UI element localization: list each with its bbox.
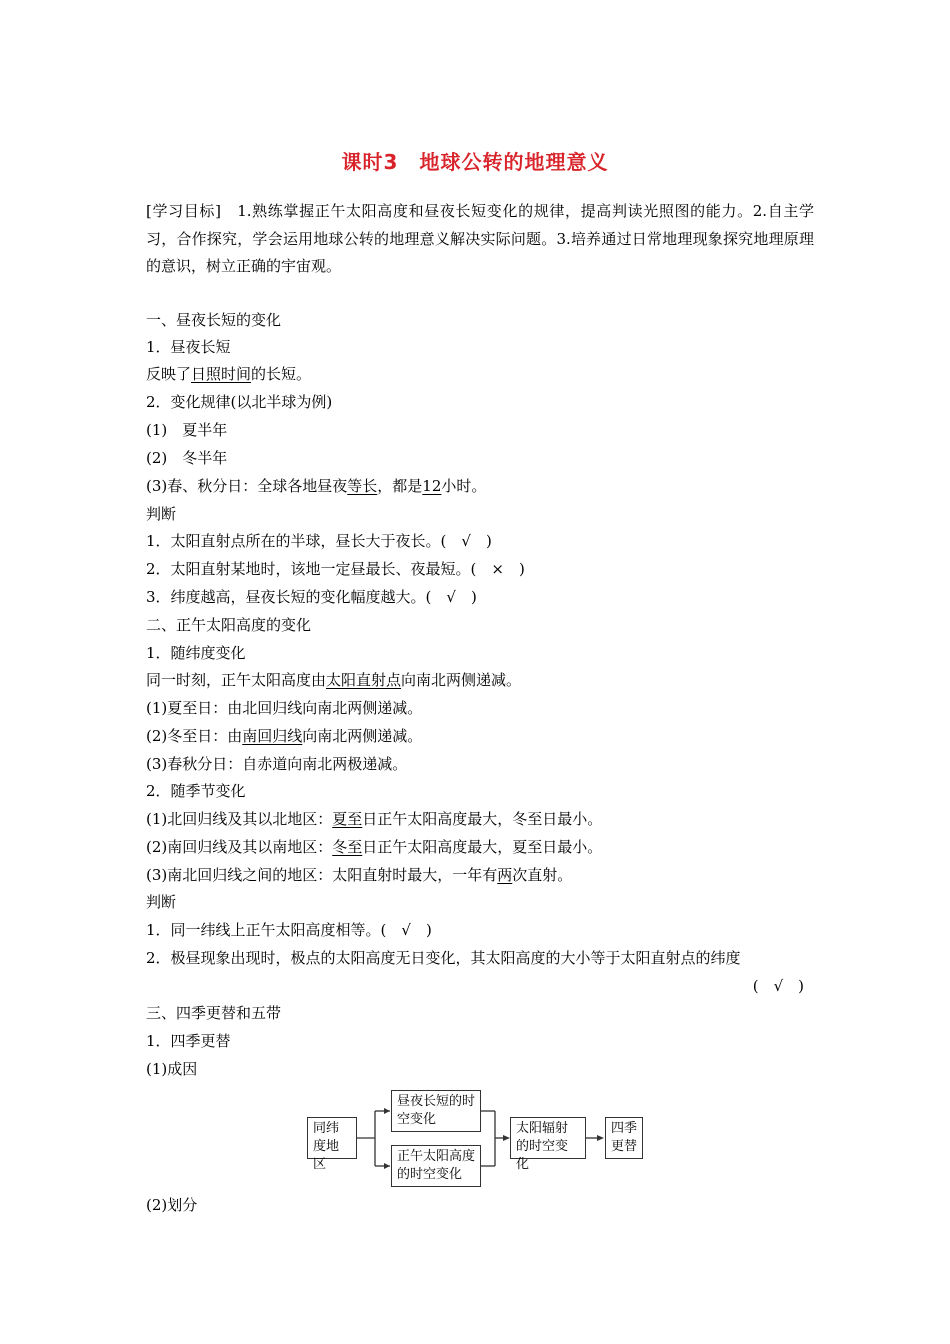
s2-judge-1: 1．同一纬线上正午太阳高度相等。( √ ) [146, 921, 432, 939]
answer-blank: 两 [497, 866, 513, 884]
answer-blank: 太阳直射点 [326, 671, 402, 689]
arrow-head [384, 1163, 390, 1169]
answer-blank: 日照时间 [191, 365, 252, 383]
s3-cause-label: (1)成因 [146, 1060, 198, 1078]
section-1-heading: 一、昼夜长短的变化 [146, 311, 282, 329]
answer-blank: 等长 [347, 477, 378, 495]
section-2-heading: 二、正午太阳高度的变化 [146, 616, 312, 634]
s2-sub-a1: (1)夏至日：由北回归线向南北两侧递减。 [146, 699, 423, 717]
section-3-heading: 三、四季更替和五带 [146, 1004, 282, 1022]
s1-judge-1: 1．太阳直射点所在的半球，昼长大于夜长。( √ ) [146, 532, 492, 550]
s2-sub-b1: (1)北回归线及其以北地区：夏至日正午太阳高度最大，冬至日最小。 [146, 810, 603, 828]
s1-item-2-heading: 2．变化规律(以北半球为例) [146, 393, 333, 411]
answer-blank: 南回归线 [242, 727, 303, 745]
s1-sub-3: (3)春、秋分日：全球各地昼夜等长，都是12小时。 [146, 477, 487, 495]
flow-box-noon-sun-altitude: 正午太阳高度的时空变化 [391, 1145, 481, 1187]
arrow-head [597, 1135, 604, 1141]
s1-judge-2: 2．太阳直射某地时，该地一定昼最长、夜最短。( × ) [146, 560, 525, 578]
objectives-text: 1.熟练掌握正午太阳高度和昼夜长短变化的规律，提高判读光照图的能力。2.自主学习，合作探究，学会运用地球公转的地理意义解决实际问题。3.培养通过日常地理现象探究地理原理的意识，树立正确的宇宙观。 [146, 202, 814, 275]
flow-box-seasons: 四季更替 [605, 1117, 643, 1159]
s2-item-2-heading: 2．随季节变化 [146, 782, 246, 800]
s3-divide-label: (2)划分 [146, 1196, 198, 1214]
s2-sub-a2: (2)冬至日：由南回归线向南北两侧递减。 [146, 727, 423, 745]
arrow-head [503, 1135, 510, 1141]
s2-judge-2: 2．极昼现象出现时，极点的太阳高度无日变化，其太阳高度的大小等于太阳直射点的纬度 [146, 949, 741, 967]
s1-line-1: 反映了日照时间的长短。 [146, 365, 312, 383]
s1-judge-3: 3．纬度越高，昼夜长短的变化幅度越大。( √ ) [146, 588, 477, 606]
page-title: 课时3 地球公转的地理意义 [341, 150, 609, 174]
arrow-head [384, 1108, 390, 1114]
s2-sub-b2: (2)南回归线及其以南地区：冬至日正午太阳高度最大，夏至日最小。 [146, 838, 603, 856]
flow-box-same-latitude: 同纬度地区 [307, 1117, 357, 1159]
s2-item-1-heading: 1．随纬度变化 [146, 644, 246, 662]
objectives-label: [学习目标] [146, 202, 221, 220]
s2-line-1: 同一时刻，正午太阳高度由太阳直射点向南北两侧递减。 [146, 671, 522, 689]
answer-blank: 冬至 [332, 838, 363, 856]
s2-judge-2-mark: ( √ ) [752, 977, 804, 995]
answer-blank: 12 [422, 477, 442, 495]
s1-judge-heading: 判断 [146, 505, 177, 523]
s2-sub-b3: (3)南北回归线之间的地区：太阳直射时最大，一年有两次直射。 [146, 866, 573, 884]
flow-box-solar-radiation: 太阳辐射的时空变化 [510, 1117, 586, 1159]
s3-item-1-heading: 1．四季更替 [146, 1032, 231, 1050]
s2-sub-a3: (3)春秋分日：自赤道向南北两极递减。 [146, 755, 408, 773]
s2-judge-heading: 判断 [146, 893, 177, 911]
s1-sub-2: (2) 冬半年 [146, 449, 228, 467]
s1-item-1-heading: 1．昼夜长短 [146, 338, 231, 356]
s1-sub-1: (1) 夏半年 [146, 421, 228, 439]
flow-box-day-night-length: 昼夜长短的时空变化 [391, 1090, 481, 1132]
answer-blank: 夏至 [332, 810, 363, 828]
